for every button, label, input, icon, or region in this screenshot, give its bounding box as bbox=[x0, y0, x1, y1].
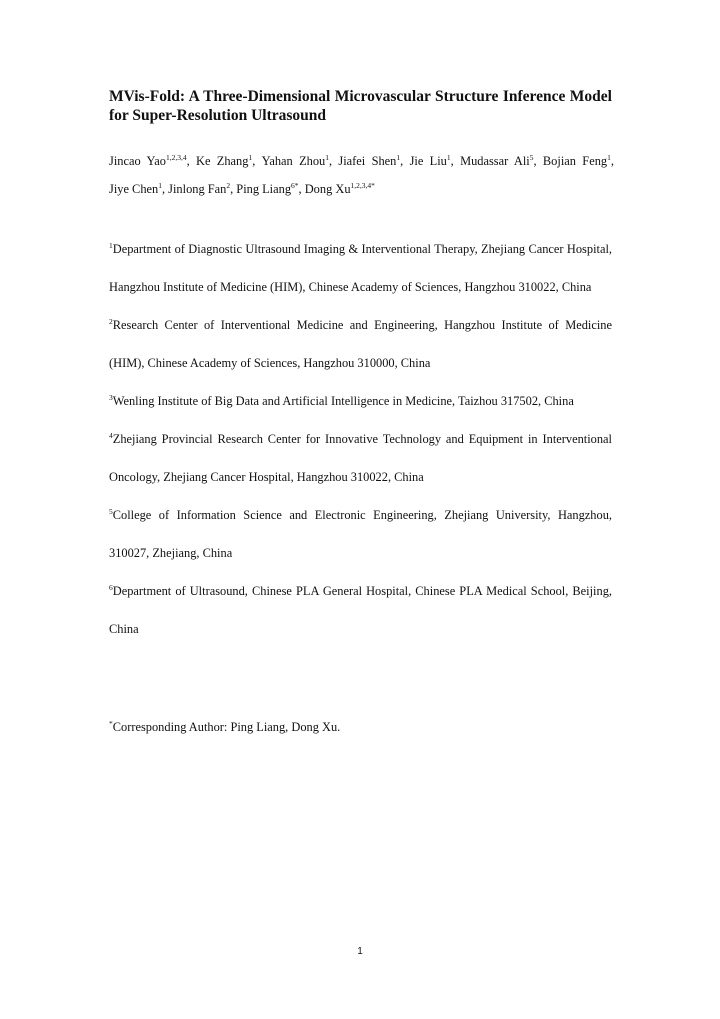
author-name: Jie Liu bbox=[409, 154, 447, 168]
author-affiliation-marker: 5 bbox=[529, 153, 534, 162]
author: Yahan Zhou$^1$, bbox=[261, 153, 339, 168]
corresponding-marker: * bbox=[109, 719, 113, 728]
author-name: Jinlong Fan bbox=[168, 182, 227, 196]
author-affiliation-marker: 1 bbox=[248, 153, 253, 162]
author-affiliation-marker: 1,2,3,4* bbox=[350, 181, 375, 190]
affiliation-number: 3 bbox=[109, 393, 113, 402]
author: Jiye Chen$^1$, bbox=[109, 181, 169, 196]
affiliation-number: 1 bbox=[109, 241, 113, 250]
author-affiliation-marker: 1 bbox=[158, 181, 162, 190]
affiliation-2 bbox=[109, 306, 612, 382]
affiliation-4 bbox=[109, 420, 612, 496]
author-affiliation-marker: 2 bbox=[226, 181, 231, 190]
author-affiliation-marker: 1 bbox=[396, 153, 401, 162]
affiliation-text: Wenling Institute of Big Data and Artificial Intelligence in Medicine, Taizhou 317502, China bbox=[112, 394, 574, 408]
paper-title: MVis-Fold: A Three-Dimensional Microvascular Structure Inference Model for Super-Resolution Ultrasound bbox=[109, 88, 612, 124]
author: Jie Liu$^1$, bbox=[409, 153, 461, 168]
author: Jiafei Shen$^1$, bbox=[338, 153, 410, 168]
author: Jincao Yao$^{1,2,3,4}$, bbox=[109, 153, 196, 168]
author-affiliation-marker: 1,2,3,4 bbox=[165, 153, 187, 162]
affiliation-6 bbox=[109, 572, 612, 648]
author-name: Jiafei Shen bbox=[338, 154, 397, 168]
affiliation-1 bbox=[109, 230, 612, 306]
author: Bojian Feng$^1$, bbox=[542, 153, 614, 168]
affiliation-number: 4 bbox=[109, 431, 113, 440]
author-affiliation-marker: 1 bbox=[325, 153, 329, 162]
author-name: Ke Zhang bbox=[196, 154, 249, 168]
author-name: Jiye Chen bbox=[109, 182, 159, 196]
affiliation-text: Zhejiang Provincial Research Center for Innovative Technology and Equipment in Interventional Oncology, Zhejiang Cancer Hospital, Hangzhou 310022, China bbox=[109, 432, 612, 484]
author-list bbox=[109, 147, 614, 203]
author-affiliation-marker: 6* bbox=[291, 181, 299, 190]
author bbox=[305, 182, 375, 196]
affiliation-number: 5 bbox=[109, 507, 113, 516]
author: Mudassar Ali$^5$, bbox=[460, 153, 543, 168]
author-affiliation-marker: 1 bbox=[607, 153, 611, 162]
author-affiliation-marker: 1 bbox=[446, 153, 451, 162]
author-name: Dong Xu bbox=[304, 182, 351, 196]
author-name: Mudassar Ali bbox=[460, 154, 530, 168]
affiliation-3 bbox=[109, 382, 612, 420]
page-number: 1 bbox=[357, 946, 363, 957]
author: Ke Zhang$^1$, bbox=[196, 153, 262, 168]
author: Ping Liang$^{6*}$, bbox=[236, 181, 305, 196]
affiliation-text: Department of Diagnostic Ultrasound Imaging & Interventional Therapy, Zhejiang Cancer Hospital, Hangzhou Institute of Medicine (HIM), Chinese Academy of Sciences, Hangzhou 310022, China bbox=[109, 242, 612, 294]
author-name: Ping Liang bbox=[236, 182, 292, 196]
corresponding-author-note bbox=[109, 717, 340, 737]
affiliation-text: Research Center of Interventional Medicine and Engineering, Hangzhou Institute of Medicine (HIM), Chinese Academy of Sciences, Hangzhou 310000, China bbox=[109, 318, 612, 370]
author-name: Jincao Yao bbox=[109, 154, 166, 168]
affiliation-text: Department of Ultrasound, Chinese PLA General Hospital, Chinese PLA Medical School, Beijing, China bbox=[109, 584, 612, 636]
affiliation-text: College of Information Science and Electronic Engineering, Zhejiang University, Hangzhou, 310027, Zhejiang, China bbox=[109, 508, 612, 560]
author-name: Yahan Zhou bbox=[261, 154, 326, 168]
author: Jinlong Fan$^2$, bbox=[168, 181, 237, 196]
author-name: Bojian Feng bbox=[542, 154, 608, 168]
affiliation-list bbox=[109, 230, 612, 648]
corresponding-text: Corresponding Author: Ping Liang, Dong Xu. bbox=[112, 720, 341, 734]
affiliation-number: 2 bbox=[109, 317, 113, 326]
affiliation-5 bbox=[109, 496, 612, 572]
affiliation-number: 6 bbox=[109, 583, 113, 592]
